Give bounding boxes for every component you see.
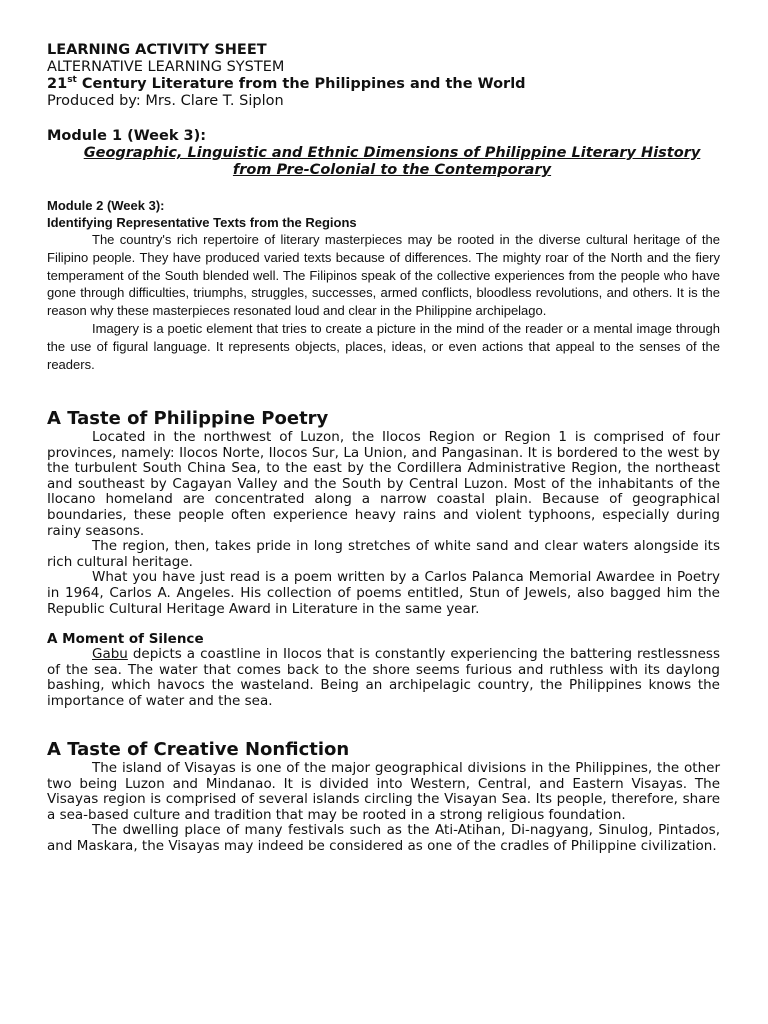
- nonfiction-paragraph-2: The dwelling place of many festivals such as the Ati-Atihan, Di-nagyang, Sinulog, Pintados, and Maskara, the Visayas may indeed be considered as one of the cradles of Philippine civilization.: [47, 822, 720, 854]
- nonfiction-section-title: A Taste of Creative Nonfiction: [47, 739, 350, 760]
- poetry-section: [47, 408, 720, 710]
- module2-heading: Identifying Representative Texts from the Regions: [47, 215, 357, 230]
- module2-paragraph-1: The country's rich repertoire of literary masterpieces may be rooted in the diverse cultural heritage of the Filipino people. They have produced varied texts because of differences. The mighty roar of the North and the fiery temperament of the South blended well. The Filipinos speak of the collective experiences from the people who have gone through difficulties, triumphs, struggles, successes, armed conflicts, bloodless revolutions, and others. It is the reason why these masterpieces resonated loud and clear in the Philippine archipelago.: [47, 232, 720, 319]
- course-title-number: 21: [47, 76, 68, 92]
- nonfiction-section: [47, 739, 720, 855]
- poetry-paragraph-3: What you have just read is a poem written by a Carlos Palanca Memorial Awardee in Poetry in 1964, Carlos A. Angeles. His collection of poems entitled, Stun of Jewels, also bagged him the Republic Cultural Heritage Award in Literature in the same year.: [47, 569, 720, 617]
- course-title: [47, 76, 727, 93]
- poem-title-gabu: Gabu: [92, 646, 128, 663]
- module2-paragraph-2: Imagery is a poetic element that tries to create a picture in the mind of the reader or a mental image through the use of figural language. It represents objects, places, ideas, or even actions that appeal to the senses of the readers.: [47, 320, 720, 372]
- author-line: Produced by: Mrs. Clare T. Siplon: [47, 93, 284, 109]
- poetry-section-title: A Taste of Philippine Poetry: [47, 408, 329, 429]
- module1-section: [47, 128, 727, 179]
- program-name: ALTERNATIVE LEARNING SYSTEM: [47, 59, 285, 75]
- poetry-paragraph-4: [47, 647, 720, 709]
- poetry-paragraph-1: Located in the northwest of Luzon, the Ilocos Region or Region 1 is comprised of four provinces, namely: Ilocos Norte, Ilocos Sur, La Union, and Pangasinan. It is bordered to the west by the turbulent South China Sea, to the east by the Cordillera Administrative Region, the northeast and southeast by Cagayan Valley and the South by Central Luzon. Most of the inhabitants of the Ilocano homeland are concentrated along a narrow coastal plain. Because of geographical boundaries, these people often experience heavy rains and violent typhoons, especially during rainy seasons.: [47, 429, 720, 539]
- poetry-paragraph-2: The region, then, takes pride in long stretches of white sand and clear waters alongside its rich cultural heritage.: [47, 538, 720, 570]
- module2-section: [47, 197, 720, 373]
- course-title-superscript: st: [67, 75, 77, 86]
- poetry-subheading: A Moment of Silence: [47, 631, 204, 648]
- module2-title: Module 2 (Week 3):: [47, 198, 165, 213]
- sheet-title: LEARNING ACTIVITY SHEET: [47, 42, 267, 58]
- poetry-paragraph-4-text: depicts a coastline in Ilocos that is constantly experiencing the battering restlessness of the sea. The water that comes back to the shore seems furious and ruthless with its daylong bashing, which havocs the wasteland. Being an archipelagic country, the Philippines knows the importance of water and the sea.: [47, 646, 720, 709]
- document-header: [47, 42, 727, 110]
- module1-subtitle-line1: Geographic, Linguistic and Ethnic Dimensions of Philippine Literary History: [83, 145, 701, 161]
- module1-subtitle-line2: from Pre-Colonial to the Contemporary: [232, 162, 552, 178]
- module1-title: Module 1 (Week 3):: [47, 128, 207, 144]
- nonfiction-paragraph-1: The island of Visayas is one of the major geographical divisions in the Philippines, the other two being Luzon and Mindanao. It is divided into Western, Central, and Eastern Visayas. The Visayas region is comprised of several islands circling the Visayan Sea. Its people, therefore, share a sea-based culture and tradition that may be rooted in a strong religious foundation.: [47, 760, 720, 823]
- course-title-text: Century Literature from the Philippines and the World: [76, 76, 526, 92]
